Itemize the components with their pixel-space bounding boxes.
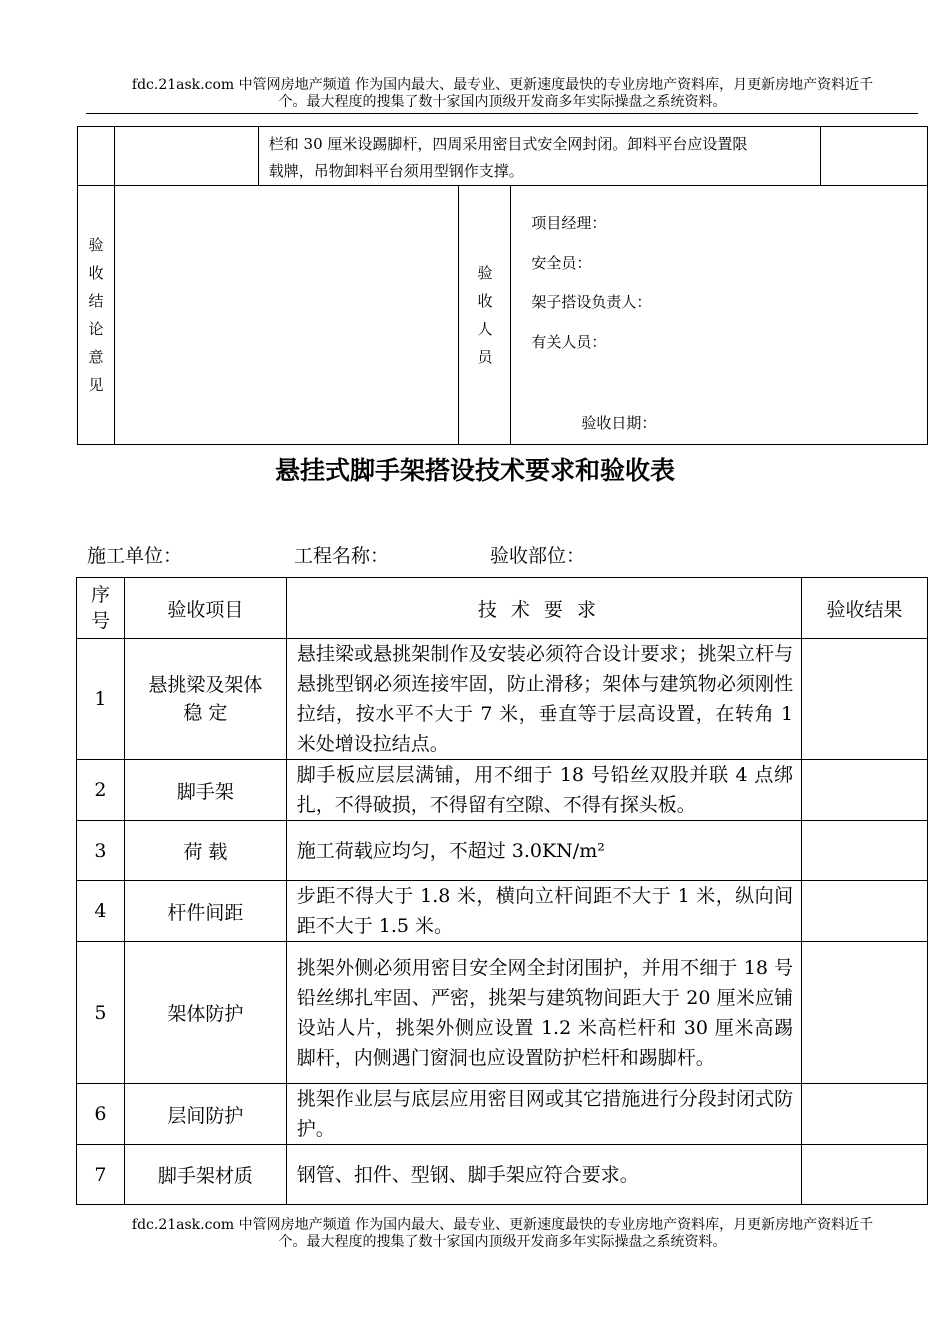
row-item: 层间防护 [124, 1084, 286, 1145]
header-site: fdc.21ask.com [131, 77, 235, 93]
row-result[interactable] [802, 942, 928, 1084]
row-requirement: 施工荷载应均匀，不超过 3.0KN/m² [286, 821, 801, 881]
table-row [77, 821, 928, 881]
continuation-text: 栏和 30 厘米设踢脚杆，四周采用密目式安全网封闭。卸料平台应设置限 载牌，吊物卸料平台须用型钢作支撑。 [258, 127, 820, 186]
table-row [77, 760, 928, 821]
row-result[interactable] [802, 1145, 928, 1205]
table-row [77, 881, 928, 942]
col-header-requirement: 技术要求 [286, 578, 801, 639]
acceptance-part-label: 验收部位： [490, 545, 586, 567]
row-requirement: 脚手板应层层满铺，用不细于 18 号铅丝双股并联 4 点绑扎，不得破损，不得留有空隙、不得有探头板。 [286, 760, 801, 821]
header-line-2: 个。最大程度的搜集了数十家国内顶级开发商多年实际操盘之系统资料。 [278, 94, 727, 110]
row-requirement: 步距不得大于 1.8 米，横向立杆间距不大于 1 米，纵向间距不大于 1.5 米。 [286, 881, 801, 942]
page-header [85, 77, 920, 111]
row-item: 脚手架 [124, 760, 286, 821]
project-name-label: 工程名称： [294, 545, 390, 567]
row-result[interactable] [802, 1084, 928, 1145]
requirements-table [76, 577, 928, 1205]
footer-line-2: 个。最大程度的搜集了数十家国内顶级开发商多年实际操盘之系统资料。 [278, 1234, 727, 1250]
row-no: 3 [77, 821, 125, 881]
row-no: 2 [77, 760, 125, 821]
acceptance-date-label: 验收日期： [581, 414, 657, 432]
project-manager-label: 项目经理： [531, 214, 607, 232]
acceptance-table [77, 126, 928, 445]
acceptance-row [78, 186, 928, 445]
col-header-no: 序 号 [77, 578, 125, 639]
row-result[interactable] [802, 821, 928, 881]
table-row [77, 639, 928, 760]
table-row [77, 942, 928, 1084]
scaffold-lead-label: 架子搭设负责人： [531, 293, 652, 311]
construction-unit-label: 施工单位： [87, 545, 183, 567]
row-requirement: 钢管、扣件、型钢、脚手架应符合要求。 [286, 1145, 801, 1205]
row-item: 架体防护 [124, 942, 286, 1084]
row-item: 杆件间距 [124, 881, 286, 942]
row-item: 悬挑梁及架体 稳 定 [124, 639, 286, 760]
conclusion-field[interactable] [114, 186, 459, 445]
page-title: 悬挂式脚手架搭设技术要求和验收表 [274, 456, 675, 485]
row-result[interactable] [802, 760, 928, 821]
row-item: 荷 载 [124, 821, 286, 881]
col-header-item: 验收项目 [124, 578, 286, 639]
table-header-row [77, 578, 928, 639]
footer-site: fdc.21ask.com [131, 1217, 235, 1233]
footer-line-1: fdc.21ask.com 中管网房地产频道 作为国内最大、最专业、更新速度最快的专业房地产资料库，月更新房地产资料近千 [131, 1217, 874, 1233]
row-result[interactable] [802, 881, 928, 942]
col-header-result: 验收结果 [802, 578, 928, 639]
row-requirement: 挑架外侧必须用密目安全网全封闭围护，并用不细于 18 号铅丝绑扎牢固、严密，挑架与建筑物间距大于 20 厘米应铺设站人片，挑架外侧应设置 1.2 米高栏杆和 30 厘米高踢脚杆，内侧遇门窗洞也应设置防护栏杆和踢脚杆。 [286, 942, 801, 1084]
row-no: 6 [77, 1084, 125, 1145]
cell-empty [78, 127, 115, 186]
people-field[interactable] [511, 186, 928, 445]
continuation-row [78, 127, 928, 186]
cell-empty [114, 127, 258, 186]
row-requirement: 悬挂梁或悬挑架制作及安装必须符合设计要求；挑架立杆与悬挑型钢必须连接牢固，防止滑移；架体与建筑物必须刚性拉结，按水平不大于 7 米，垂直等于层高设置，在转角 1 米处增设拉结点。 [286, 639, 801, 760]
people-label: 验 收 人 员 [459, 186, 511, 445]
header-line-1: fdc.21ask.com 中管网房地产频道 作为国内最大、最专业、更新速度最快的专业房地产资料库，月更新房地产资料近千 [131, 77, 874, 93]
page-footer [85, 1217, 920, 1251]
conclusion-label: 验 收 结 论 意 见 [78, 186, 115, 445]
row-no: 1 [77, 639, 125, 760]
row-no: 4 [77, 881, 125, 942]
row-requirement: 挑架作业层与底层应用密目网或其它措施进行分段封闭式防护。 [286, 1084, 801, 1145]
row-no: 7 [77, 1145, 125, 1205]
row-item: 脚手架材质 [124, 1145, 286, 1205]
cell-empty [821, 127, 928, 186]
table-row [77, 1084, 928, 1145]
row-result[interactable] [802, 639, 928, 760]
safety-officer-label: 安全员： [531, 253, 592, 272]
row-no: 5 [77, 942, 125, 1084]
related-people-label: 有关人员： [531, 332, 607, 351]
table-row [77, 1145, 928, 1205]
header-divider [86, 113, 918, 114]
